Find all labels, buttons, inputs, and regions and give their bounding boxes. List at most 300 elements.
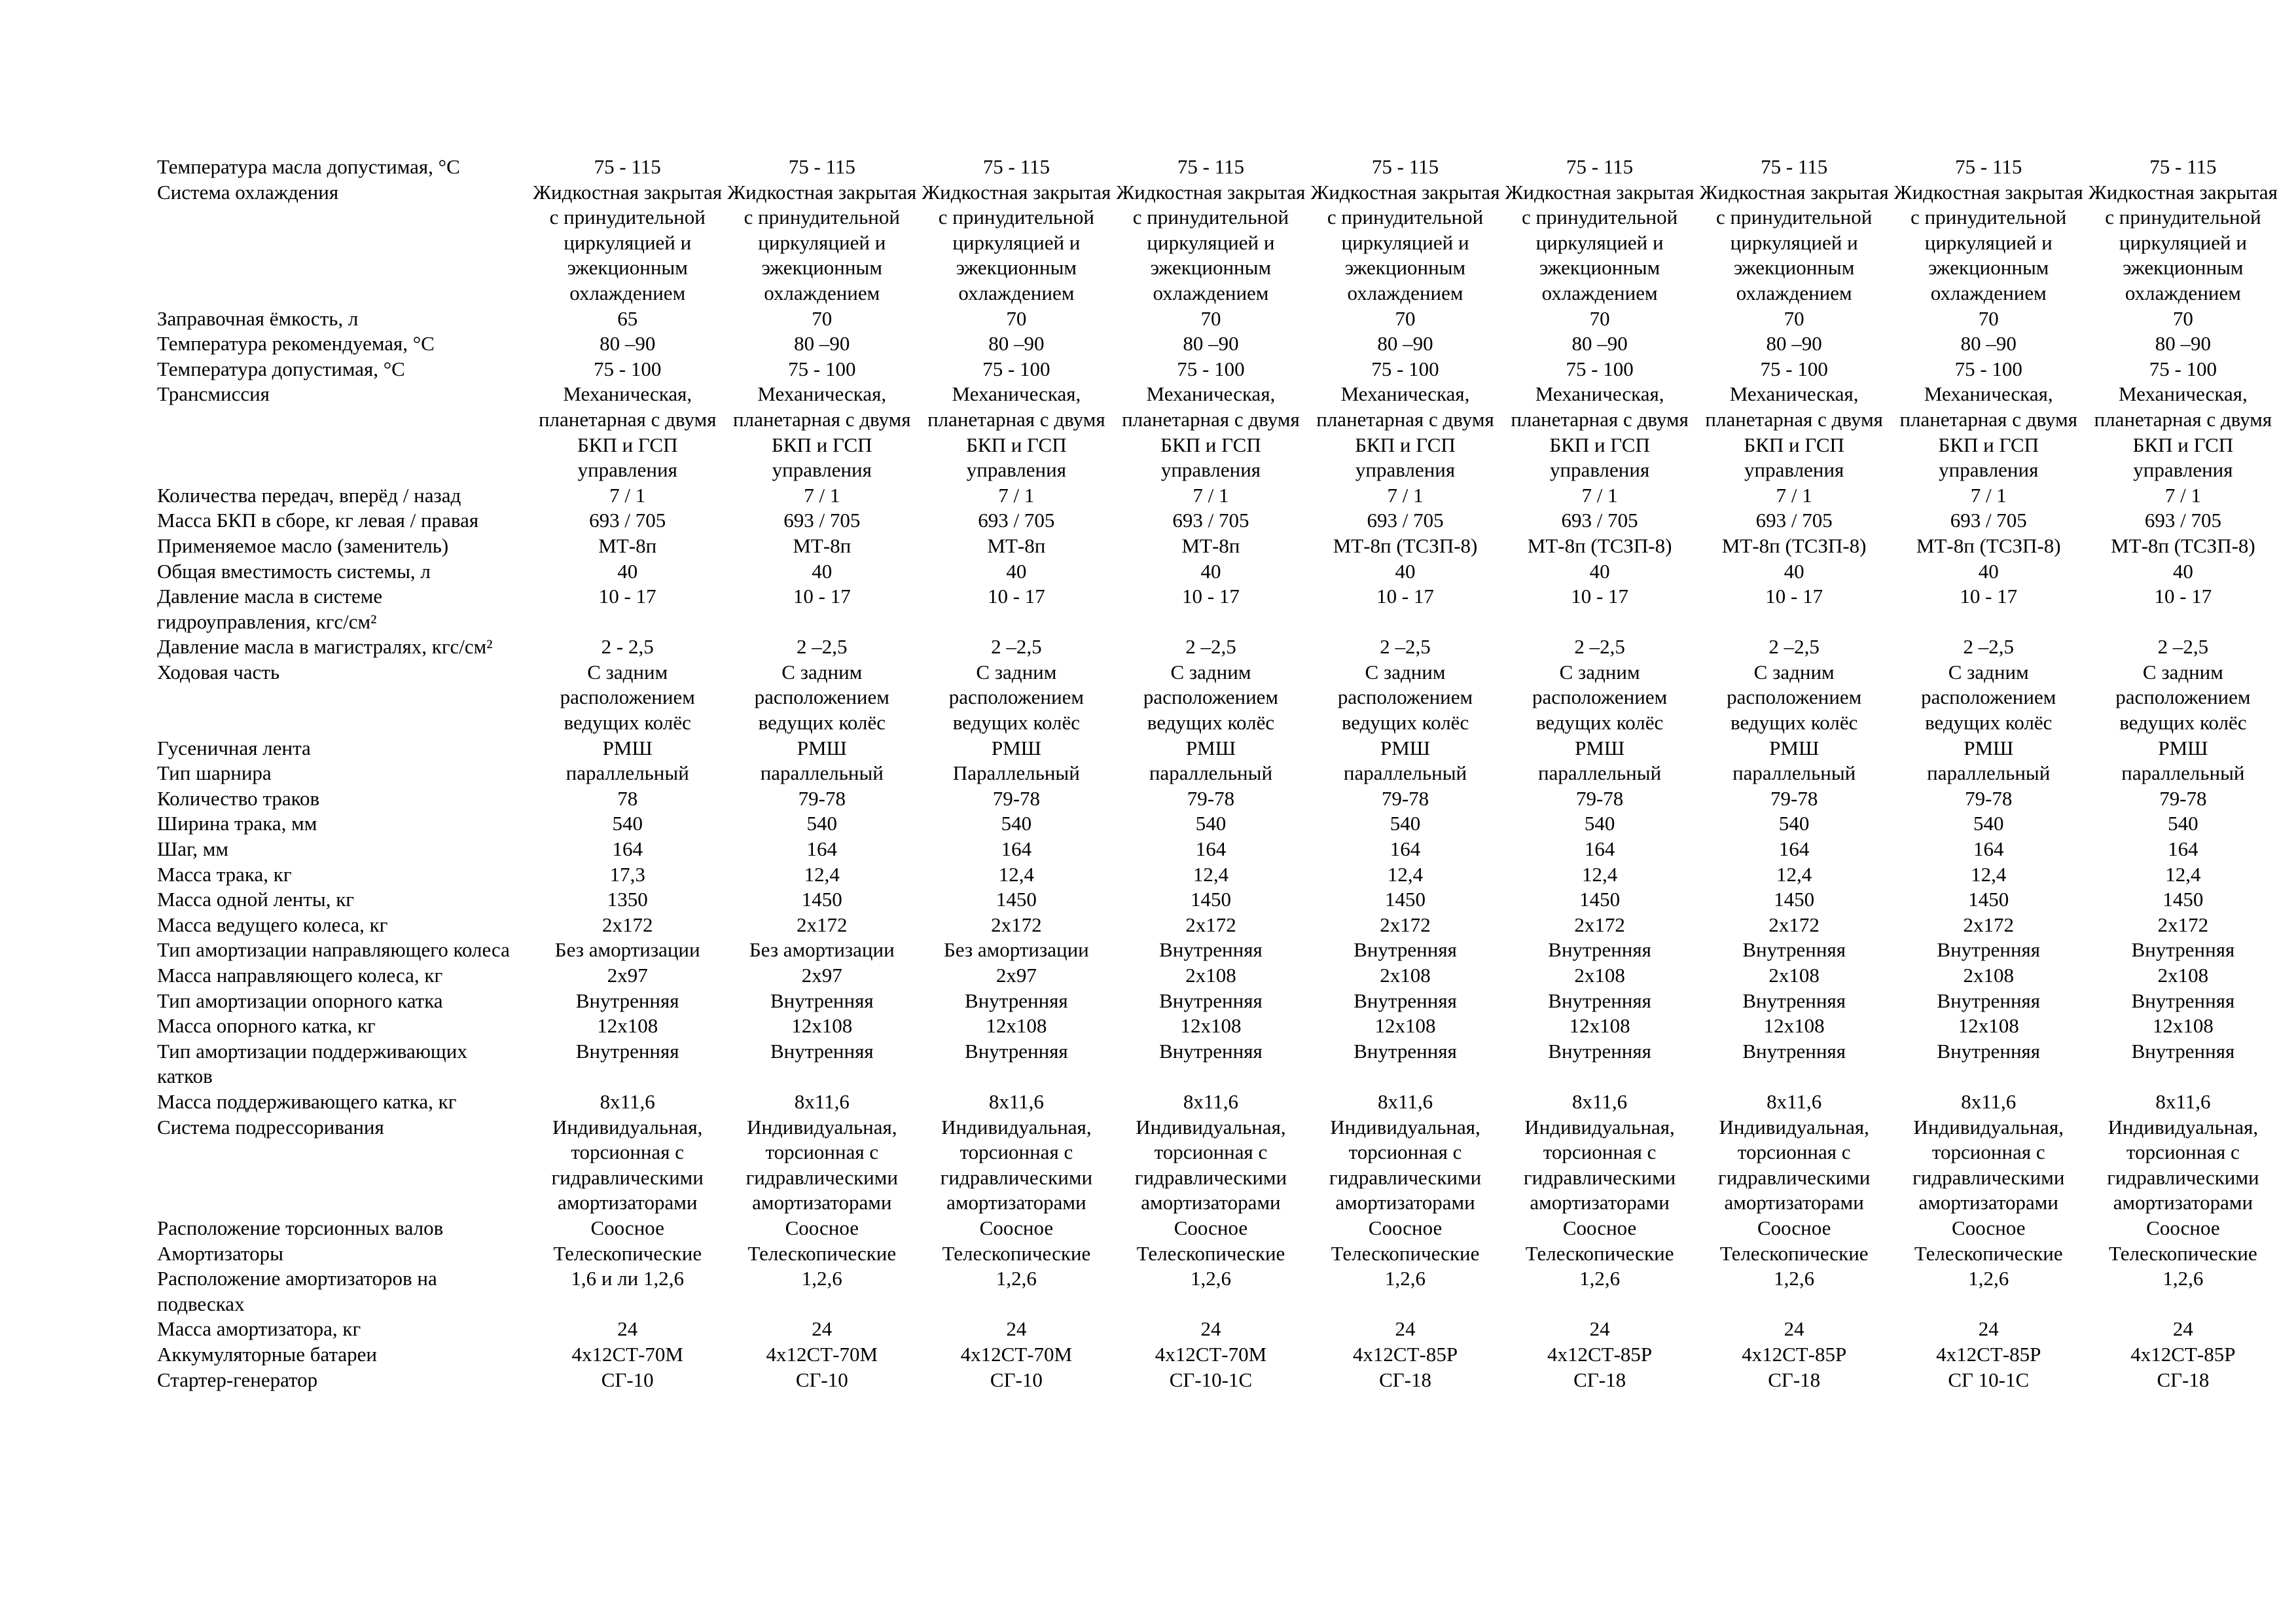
row-value-col-8: 70 <box>1978 306 1999 330</box>
table-row <box>157 1342 2280 1368</box>
row-value-col-3: 80 –90 <box>988 332 1045 356</box>
row-value-col-4: 12,4 <box>1193 862 1229 886</box>
row-value-col-8: 7 / 1 <box>1970 483 2007 507</box>
row-value-col-2: Механическая, планетарная с двумя БКП и ГСП управления <box>733 382 911 482</box>
row-value-col-6: СГ-18 <box>1573 1368 1626 1391</box>
row-value-col-1: 10 - 17 <box>598 585 656 608</box>
row-value-col-5: 24 <box>1395 1317 1416 1341</box>
row-value-col-8: СГ 10-1С <box>1948 1368 2030 1391</box>
row-label: Аккумуляторные батареи <box>157 1342 377 1366</box>
row-value-col-4: Механическая, планетарная с двумя БКП и ГСП управления <box>1122 382 1300 482</box>
row-value-col-9: Жидкостная закрытая с принудительной циркуляцией и эжекционным охлаждением <box>2088 180 2278 304</box>
row-value-col-7: 1450 <box>1774 888 1815 911</box>
table-row <box>157 887 2280 913</box>
row-value-col-4: 7 / 1 <box>1193 483 1229 507</box>
row-value-col-3: 8х11,6 <box>988 1089 1044 1113</box>
row-value-col-7: 12х108 <box>1763 1014 1825 1038</box>
row-value-col-6: параллельный <box>1538 761 1662 785</box>
row-value-col-3: С задним расположением ведущих колёс <box>948 660 1084 735</box>
row-value-col-2: Жидкостная закрытая с принудительной циркуляцией и эжекционным охлаждением <box>727 180 917 304</box>
row-value-col-7: 164 <box>1778 837 1810 861</box>
row-value-col-2: РМШ <box>797 736 847 759</box>
row-value-col-6: 24 <box>1589 1317 1610 1341</box>
row-value-col-1: 65 <box>617 306 638 330</box>
row-value-col-9: 1450 <box>2162 888 2204 911</box>
row-label: Общая вместимость системы, л <box>157 559 431 583</box>
row-value-col-8: С задним расположением ведущих колёс <box>1921 660 2056 735</box>
row-value-col-3: 4х12СТ-70М <box>960 1342 1073 1366</box>
row-value-col-2: 4х12СТ-70М <box>766 1342 878 1366</box>
row-value-col-2: 10 - 17 <box>793 585 851 608</box>
row-value-col-5: СГ-18 <box>1379 1368 1431 1391</box>
row-value-col-6: Внутренняя <box>1548 938 1651 962</box>
row-value-col-9: 75 - 115 <box>2149 155 2217 178</box>
row-value-col-2: 1450 <box>801 888 842 911</box>
row-label: Система подрессоривания <box>157 1115 384 1139</box>
row-value-col-5: 2х108 <box>1380 964 1431 987</box>
row-label: Гусеничная лента <box>157 736 311 759</box>
row-value-col-3: 40 <box>1006 559 1027 583</box>
row-value-col-4: Индивидуальная, торсионная с гидравлическими амортизаторами <box>1134 1115 1287 1214</box>
row-value-col-6: 2х108 <box>1574 964 1625 987</box>
row-value-col-3: СГ-10 <box>990 1368 1043 1391</box>
row-value-col-4: Телескопические <box>1136 1241 1285 1265</box>
row-value-col-7: 40 <box>1784 559 1804 583</box>
row-value-col-8: Соосное <box>1952 1216 2026 1239</box>
table-row <box>157 559 2280 585</box>
row-value-col-6: 75 - 100 <box>1566 357 1634 380</box>
row-value-col-4: 693 / 705 <box>1172 509 1249 532</box>
row-value-col-4: 540 <box>1195 812 1227 835</box>
row-label: Температура рекомендуемая, °С <box>157 332 435 356</box>
row-value-col-8: параллельный <box>1927 761 2051 785</box>
row-value-col-1: С задним расположением ведущих колёс <box>560 660 695 735</box>
table-row <box>157 989 2280 1014</box>
table-row <box>157 1241 2280 1267</box>
row-value-col-4: 40 <box>1200 559 1221 583</box>
row-value-col-4: МТ-8п <box>1181 534 1240 557</box>
row-value-col-1: Индивидуальная, торсионная с гидравлическими амортизаторами <box>551 1115 704 1214</box>
table-row <box>157 1266 2280 1317</box>
row-value-col-9: РМШ <box>2158 736 2208 759</box>
row-value-col-7: параллельный <box>1732 761 1856 785</box>
table-row <box>157 963 2280 989</box>
row-value-col-3: 75 - 115 <box>982 155 1050 178</box>
row-value-col-2: 75 - 100 <box>788 357 856 380</box>
row-value-col-2: 2х172 <box>797 913 848 936</box>
row-value-col-7: 540 <box>1778 812 1810 835</box>
row-value-col-6: 40 <box>1589 559 1610 583</box>
spec-table-body <box>157 155 2280 1393</box>
row-value-col-3: 10 - 17 <box>987 585 1045 608</box>
row-value-col-3: 1,2,6 <box>996 1267 1037 1290</box>
row-value-col-2: Без амортизации <box>749 938 895 962</box>
row-value-col-5: 1450 <box>1385 888 1426 911</box>
row-value-col-4: 80 –90 <box>1183 332 1239 356</box>
row-value-col-8: 693 / 705 <box>1950 509 2027 532</box>
row-value-col-8: Индивидуальная, торсионная с гидравлическими амортизаторами <box>1912 1115 2065 1214</box>
row-value-col-7: Индивидуальная, торсионная с гидравлическими амортизаторами <box>1717 1115 1871 1214</box>
row-value-col-2: 2х97 <box>801 964 842 987</box>
row-value-col-8: Внутренняя <box>1937 938 2041 962</box>
row-value-col-7: 75 - 100 <box>1760 357 1828 380</box>
row-value-col-4: 2х108 <box>1185 964 1236 987</box>
row-value-col-9: 2х172 <box>2157 913 2209 936</box>
row-value-col-5: МТ-8п (ТСЗП-8) <box>1333 534 1478 557</box>
row-label: Масса поддерживающего катка, кг <box>157 1089 457 1113</box>
row-label: Количества передач, вперёд / назад <box>157 483 461 507</box>
row-value-col-8: 79-78 <box>1965 786 2013 810</box>
row-value-col-8: 164 <box>1973 837 2004 861</box>
row-value-col-7: 4х12СТ-85Р <box>1742 1342 1847 1366</box>
row-value-col-9: 80 –90 <box>2155 332 2212 356</box>
row-value-col-9: 1,2,6 <box>2162 1267 2204 1290</box>
row-value-col-1: Жидкостная закрытая с принудительной циркуляцией и эжекционным охлаждением <box>533 180 723 304</box>
row-value-col-6: Соосное <box>1562 1216 1637 1239</box>
row-value-col-5: 7 / 1 <box>1387 483 1424 507</box>
row-value-col-4: Внутренняя <box>1159 989 1263 1012</box>
row-value-col-8: Механическая, планетарная с двумя БКП и ГСП управления <box>1899 382 2078 482</box>
row-value-col-9: 164 <box>2168 837 2198 861</box>
row-value-col-4: Внутренняя <box>1159 938 1263 962</box>
row-value-col-2: 1,2,6 <box>801 1267 842 1290</box>
row-value-col-4: 1,2,6 <box>1190 1267 1231 1290</box>
row-value-col-7: 24 <box>1784 1317 1804 1341</box>
row-value-col-9: Индивидуальная, торсионная с гидравлическими амортизаторами <box>2107 1115 2259 1214</box>
row-value-col-9: 75 - 100 <box>2149 357 2217 380</box>
row-value-col-4: С задним расположением ведущих колёс <box>1143 660 1279 735</box>
table-row <box>157 382 2280 483</box>
table-row <box>157 508 2280 534</box>
row-value-col-5: 80 –90 <box>1377 332 1433 356</box>
table-row <box>157 1013 2280 1039</box>
row-value-col-1: 75 - 100 <box>594 357 662 380</box>
table-row <box>157 634 2280 660</box>
row-value-col-5: 75 - 100 <box>1371 357 1439 380</box>
row-value-col-1: СГ-10 <box>601 1368 654 1391</box>
row-value-col-9: 40 <box>2172 559 2193 583</box>
row-value-col-6: 70 <box>1589 306 1610 330</box>
row-label: Шаг, мм <box>157 837 228 861</box>
row-value-col-5: 12,4 <box>1387 862 1424 886</box>
row-value-col-5: Индивидуальная, торсионная с гидравлическими амортизаторами <box>1329 1115 1482 1214</box>
row-value-col-2: Телескопические <box>747 1241 897 1265</box>
row-value-col-4: Жидкостная закрытая с принудительной циркуляцией и эжекционным охлаждением <box>1116 180 1306 304</box>
row-value-col-5: 164 <box>1390 837 1421 861</box>
row-value-col-1: 75 - 115 <box>594 155 661 178</box>
row-label: Тип амортизации поддерживающих катков <box>157 1039 467 1088</box>
row-value-col-7: Внутренняя <box>1742 989 1846 1012</box>
row-value-col-4: Соосное <box>1174 1216 1248 1239</box>
row-value-col-6: Индивидуальная, торсионная с гидравлическими амортизаторами <box>1523 1115 1676 1214</box>
row-value-col-9: Внутренняя <box>2131 938 2235 962</box>
row-value-col-1: 80 –90 <box>600 332 656 356</box>
row-value-col-1: 2 - 2,5 <box>601 635 654 659</box>
row-value-col-7: Внутренняя <box>1742 1039 1846 1063</box>
row-value-col-5: 1,2,6 <box>1385 1267 1426 1290</box>
row-value-col-3: 12х108 <box>986 1014 1047 1038</box>
row-value-col-3: Параллельный <box>952 761 1080 785</box>
row-value-col-4: 75 - 100 <box>1177 357 1245 380</box>
row-value-col-8: 2х108 <box>1963 964 2014 987</box>
row-value-col-6: МТ-8п (ТСЗП-8) <box>1527 534 1672 557</box>
row-value-col-5: 693 / 705 <box>1367 509 1444 532</box>
row-value-col-3: Механическая, планетарная с двумя БКП и ГСП управления <box>927 382 1105 482</box>
row-label: Масса ведущего колеса, кг <box>157 913 388 936</box>
row-value-col-3: 79-78 <box>992 786 1041 810</box>
row-value-col-2: СГ-10 <box>795 1368 848 1391</box>
row-value-col-7: С задним расположением ведущих колёс <box>1727 660 1862 735</box>
row-value-col-4: 12х108 <box>1180 1014 1242 1038</box>
row-label: Масса трака, кг <box>157 862 292 886</box>
row-value-col-6: 12,4 <box>1581 862 1618 886</box>
row-value-col-4: СГ-10-1С <box>1169 1368 1253 1391</box>
row-value-col-1: Соосное <box>590 1216 664 1239</box>
row-value-col-7: РМШ <box>1769 736 1820 759</box>
row-value-col-8: 40 <box>1978 559 1999 583</box>
row-value-col-1: 540 <box>612 812 643 835</box>
row-label: Ходовая часть <box>157 660 280 684</box>
row-value-col-3: Внутренняя <box>965 989 1068 1012</box>
row-value-col-1: 2х172 <box>601 913 653 936</box>
row-value-col-3: 75 - 100 <box>982 357 1050 380</box>
row-value-col-9: 12,4 <box>2165 862 2201 886</box>
table-row <box>157 155 2280 180</box>
row-value-col-7: МТ-8п (ТСЗП-8) <box>1721 534 1867 557</box>
table-row <box>157 862 2280 888</box>
row-value-col-1: Телескопические <box>553 1241 702 1265</box>
row-value-col-6: 1,2,6 <box>1579 1267 1621 1290</box>
row-value-col-6: Телескопические <box>1525 1241 1674 1265</box>
row-value-col-4: 10 - 17 <box>1182 585 1240 608</box>
row-label: Масса амортизатора, кг <box>157 1317 361 1341</box>
row-value-col-8: 75 - 115 <box>1955 155 2022 178</box>
row-value-col-5: 70 <box>1395 306 1416 330</box>
row-value-col-5: Внутренняя <box>1354 989 1457 1012</box>
row-value-col-1: 17,3 <box>609 862 645 886</box>
row-value-col-1: параллельный <box>565 761 689 785</box>
row-value-col-3: 164 <box>1001 837 1032 861</box>
row-value-col-9: Внутренняя <box>2131 989 2235 1012</box>
row-value-col-3: 7 / 1 <box>998 483 1035 507</box>
row-label: Температура масла допустимая, °С <box>157 155 460 178</box>
row-value-col-5: Телескопические <box>1331 1241 1480 1265</box>
row-value-col-3: 12,4 <box>998 862 1034 886</box>
row-label: Давление масла в магистралях, кгс/см² <box>157 635 493 659</box>
row-value-col-7: 2х108 <box>1768 964 1820 987</box>
row-value-col-9: 12х108 <box>2152 1014 2214 1038</box>
row-value-col-2: Внутренняя <box>770 989 874 1012</box>
row-value-col-2: 164 <box>806 837 838 861</box>
row-value-col-6: Механическая, планетарная с двумя БКП и ГСП управления <box>1511 382 1689 482</box>
row-value-col-3: 2 –2,5 <box>991 635 1042 659</box>
row-value-col-3: МТ-8п <box>987 534 1046 557</box>
row-value-col-3: Телескопические <box>942 1241 1091 1265</box>
row-value-col-9: 79-78 <box>2159 786 2207 810</box>
row-value-col-2: 79-78 <box>798 786 846 810</box>
row-value-col-3: 70 <box>1006 306 1027 330</box>
table-row <box>157 1368 2280 1393</box>
row-value-col-1: 164 <box>612 837 643 861</box>
row-value-col-6: 75 - 115 <box>1566 155 1634 178</box>
table-row <box>157 913 2280 938</box>
row-value-col-9: параллельный <box>2121 761 2245 785</box>
row-value-col-8: 2х172 <box>1963 913 2014 936</box>
row-value-col-1: 12х108 <box>597 1014 658 1038</box>
row-value-col-9: Телескопические <box>2109 1241 2257 1265</box>
row-value-col-3: Соосное <box>979 1216 1054 1239</box>
row-value-col-6: 12х108 <box>1569 1014 1630 1038</box>
row-value-col-9: 7 / 1 <box>2164 483 2201 507</box>
row-value-col-9: 2 –2,5 <box>2157 635 2209 659</box>
row-label: Тип амортизации направляющего колеса <box>157 938 510 962</box>
row-label: Масса одной ленты, кг <box>157 888 355 911</box>
row-value-col-1: Без амортизации <box>554 938 700 962</box>
row-label: Температура допустимая, °С <box>157 357 405 380</box>
row-value-col-7: Механическая, планетарная с двумя БКП и ГСП управления <box>1705 382 1883 482</box>
row-label: Ширина трака, мм <box>157 812 317 835</box>
row-value-col-4: 8х11,6 <box>1183 1089 1238 1113</box>
row-value-col-9: 8х11,6 <box>2155 1089 2211 1113</box>
row-value-col-6: 8х11,6 <box>1572 1089 1628 1113</box>
table-row <box>157 331 2280 357</box>
row-value-col-3: Без амортизации <box>943 938 1089 962</box>
row-value-col-4: 4х12СТ-70М <box>1155 1342 1267 1366</box>
row-value-col-4: 1450 <box>1190 888 1231 911</box>
row-value-col-1: 8х11,6 <box>600 1089 655 1113</box>
row-value-col-5: 2 –2,5 <box>1380 635 1431 659</box>
table-row <box>157 306 2280 332</box>
row-value-col-5: 4х12СТ-85Р <box>1352 1342 1458 1366</box>
row-value-col-2: параллельный <box>760 761 884 785</box>
row-value-col-3: Жидкостная закрытая с принудительной циркуляцией и эжекционным охлаждением <box>922 180 1111 304</box>
row-value-col-2: 8х11,6 <box>794 1089 850 1113</box>
row-value-col-5: 8х11,6 <box>1377 1089 1433 1113</box>
row-value-col-6: Внутренняя <box>1548 989 1651 1012</box>
row-value-col-5: 75 - 115 <box>1371 155 1439 178</box>
row-value-col-7: 12,4 <box>1776 862 1812 886</box>
row-label: Расположение амортизаторов на подвесках <box>157 1267 437 1315</box>
row-value-col-2: 40 <box>812 559 833 583</box>
row-value-col-6: 4х12СТ-85Р <box>1547 1342 1653 1366</box>
row-value-col-8: 1,2,6 <box>1968 1267 2009 1290</box>
row-value-col-7: Соосное <box>1757 1216 1831 1239</box>
row-value-col-5: 12х108 <box>1374 1014 1436 1038</box>
row-value-col-4: РМШ <box>1185 736 1236 759</box>
row-value-col-8: РМШ <box>1964 736 2014 759</box>
row-label: Трансмиссия <box>157 382 270 406</box>
row-value-col-9: СГ-18 <box>2157 1368 2210 1391</box>
table-row <box>157 837 2280 862</box>
row-value-col-9: С задним расположением ведущих колёс <box>2115 660 2251 735</box>
row-value-col-8: МТ-8п (ТСЗП-8) <box>1916 534 2061 557</box>
row-label: Количество траков <box>157 786 320 810</box>
row-value-col-3: Внутренняя <box>965 1039 1068 1063</box>
row-value-col-1: Внутренняя <box>575 1039 679 1063</box>
row-value-col-7: 70 <box>1784 306 1804 330</box>
row-value-col-5: 2х172 <box>1380 913 1431 936</box>
row-value-col-6: 693 / 705 <box>1561 509 1638 532</box>
row-label: Тип амортизации опорного катка <box>157 989 443 1012</box>
row-value-col-7: 693 / 705 <box>1755 509 1833 532</box>
row-value-col-4: 75 - 115 <box>1177 155 1245 178</box>
row-label: Давление масла в системе гидроуправления, кгс/см² <box>157 585 383 633</box>
row-value-col-8: 75 - 100 <box>1954 357 2022 380</box>
table-row <box>157 1216 2280 1241</box>
spec-table <box>157 155 2280 1393</box>
row-value-col-6: Внутренняя <box>1548 1039 1651 1063</box>
row-value-col-9: Внутренняя <box>2131 1039 2235 1063</box>
row-value-col-9: Соосное <box>2146 1216 2220 1239</box>
row-value-col-8: 24 <box>1978 1317 1999 1341</box>
row-value-col-2: 75 - 115 <box>788 155 855 178</box>
row-value-col-5: 10 - 17 <box>1376 585 1434 608</box>
row-value-col-3: 2х97 <box>996 964 1037 987</box>
row-value-col-8: Телескопические <box>1914 1241 2063 1265</box>
row-value-col-7: 7 / 1 <box>1776 483 1812 507</box>
row-value-col-1: 24 <box>617 1317 638 1341</box>
table-row <box>157 1115 2280 1216</box>
row-value-col-2: МТ-8п <box>793 534 852 557</box>
row-value-col-9: МТ-8п (ТСЗП-8) <box>2111 534 2255 557</box>
row-value-col-6: РМШ <box>1575 736 1625 759</box>
row-value-col-6: 10 - 17 <box>1571 585 1629 608</box>
table-row <box>157 180 2280 306</box>
row-value-col-4: 79-78 <box>1187 786 1235 810</box>
row-value-col-7: 10 - 17 <box>1765 585 1823 608</box>
row-value-col-2: 12,4 <box>804 862 840 886</box>
row-value-col-2: 70 <box>812 306 833 330</box>
row-value-col-1: 4х12СТ-70М <box>571 1342 683 1366</box>
row-value-col-7: 2 –2,5 <box>1768 635 1820 659</box>
table-row <box>157 1039 2280 1089</box>
row-value-col-4: 70 <box>1200 306 1221 330</box>
row-value-col-6: 7 / 1 <box>1581 483 1618 507</box>
row-value-col-9: 2х108 <box>2157 964 2209 987</box>
row-value-col-2: Соосное <box>785 1216 859 1239</box>
row-value-col-8: Жидкостная закрытая с принудительной циркуляцией и эжекционным охлаждением <box>1893 180 2083 304</box>
row-value-col-1: Механическая, планетарная с двумя БКП и ГСП управления <box>538 382 717 482</box>
row-value-col-6: 164 <box>1584 837 1615 861</box>
row-value-col-5: параллельный <box>1343 761 1467 785</box>
row-value-col-2: 540 <box>806 812 838 835</box>
row-value-col-9: 540 <box>2168 812 2198 835</box>
row-value-col-8: 1450 <box>1968 888 2009 911</box>
row-label: Система охлаждения <box>157 180 339 204</box>
table-row <box>157 357 2280 382</box>
row-value-col-4: 2х172 <box>1185 913 1236 936</box>
table-row <box>157 938 2280 963</box>
row-value-col-7: 2х172 <box>1768 913 1820 936</box>
table-row <box>157 736 2280 761</box>
row-label: Масса опорного катка, кг <box>157 1014 376 1038</box>
row-value-col-6: С задним расположением ведущих колёс <box>1532 660 1668 735</box>
row-value-col-7: СГ-18 <box>1768 1368 1821 1391</box>
table-row <box>157 811 2280 837</box>
row-value-col-7: Телескопические <box>1719 1241 1869 1265</box>
row-label: Заправочная ёмкость, л <box>157 306 359 330</box>
row-value-col-5: Внутренняя <box>1354 938 1457 962</box>
row-value-col-7: 1,2,6 <box>1774 1267 1815 1290</box>
row-value-col-8: 8х11,6 <box>1961 1089 2017 1113</box>
row-value-col-1: 2х97 <box>607 964 648 987</box>
row-value-col-3: 540 <box>1001 812 1032 835</box>
row-value-col-6: 1450 <box>1579 888 1621 911</box>
table-row <box>157 660 2280 736</box>
row-value-col-4: 24 <box>1200 1317 1221 1341</box>
row-value-col-5: 540 <box>1390 812 1421 835</box>
row-value-col-7: Внутренняя <box>1742 938 1846 962</box>
